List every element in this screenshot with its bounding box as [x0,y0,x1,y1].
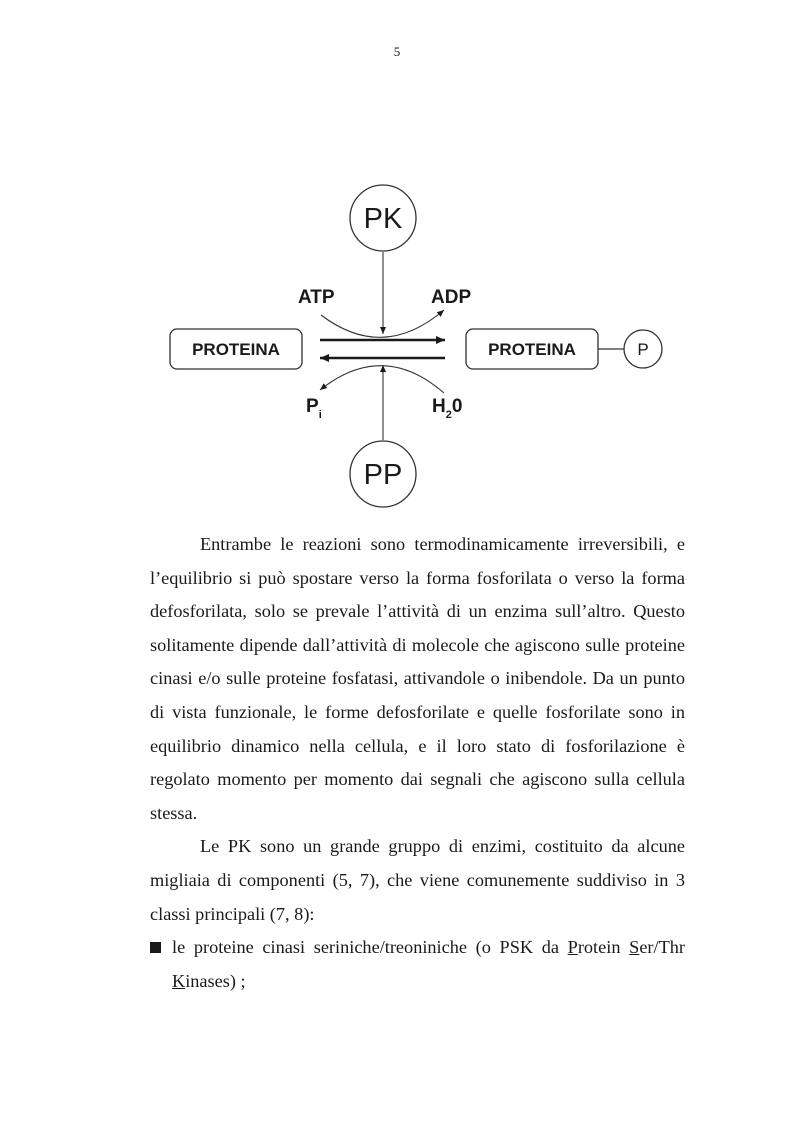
h2o-pi-curve [320,366,444,393]
square-bullet-icon [150,942,161,953]
paragraph-1: Entrambe le reazioni sono termodinamicamente irreversibili, e l’equilibrio si può spostare verso la forma fosforilata o verso la forma defosforilata, solo se prevale l’attività di un enzima sull’altro. Questo solitamente dipende dall’attività di molecole che agiscono sulle proteine cinasi e/o sulle proteine fosfatasi, attivandole o inibendole. Da un punto di vista funzionale, le forme defosforilate e quelle fosforilate sono in equilibrio dinamico nella cellula, e il loro stato di fosforilazione è regolato momento per momento dai segnali che agiscono sulla cellula stessa. [150,534,685,823]
pi-label: $P_i$ [306,396,322,421]
paragraph-2: Le PK sono un grande gruppo di enzimi, costituito da alcune migliaia di componenti (5, 7), che viene comunemente suddiviso in 3 classi principali (7, 8): [150,836,685,924]
pp-label: PP [363,459,403,491]
bullet-item-psk: le proteine cinasi seriniche/treoniniche (o PSK da Protein Ser/Thr Kinases) ; [150,931,685,998]
pk-label: PK [363,203,403,235]
phosphorylation-diagram [0,0,794,520]
protein-right-label: PROTEINA [488,340,576,359]
body-text [150,528,685,998]
adp-label: ADP [431,287,472,308]
atp-label: ATP [298,287,335,308]
protein-left-label: PROTEINA [192,340,280,359]
h2o-label: $H_20$ [432,396,463,421]
phosphate-label: P [637,340,649,359]
page-number: 5 [393,44,401,59]
